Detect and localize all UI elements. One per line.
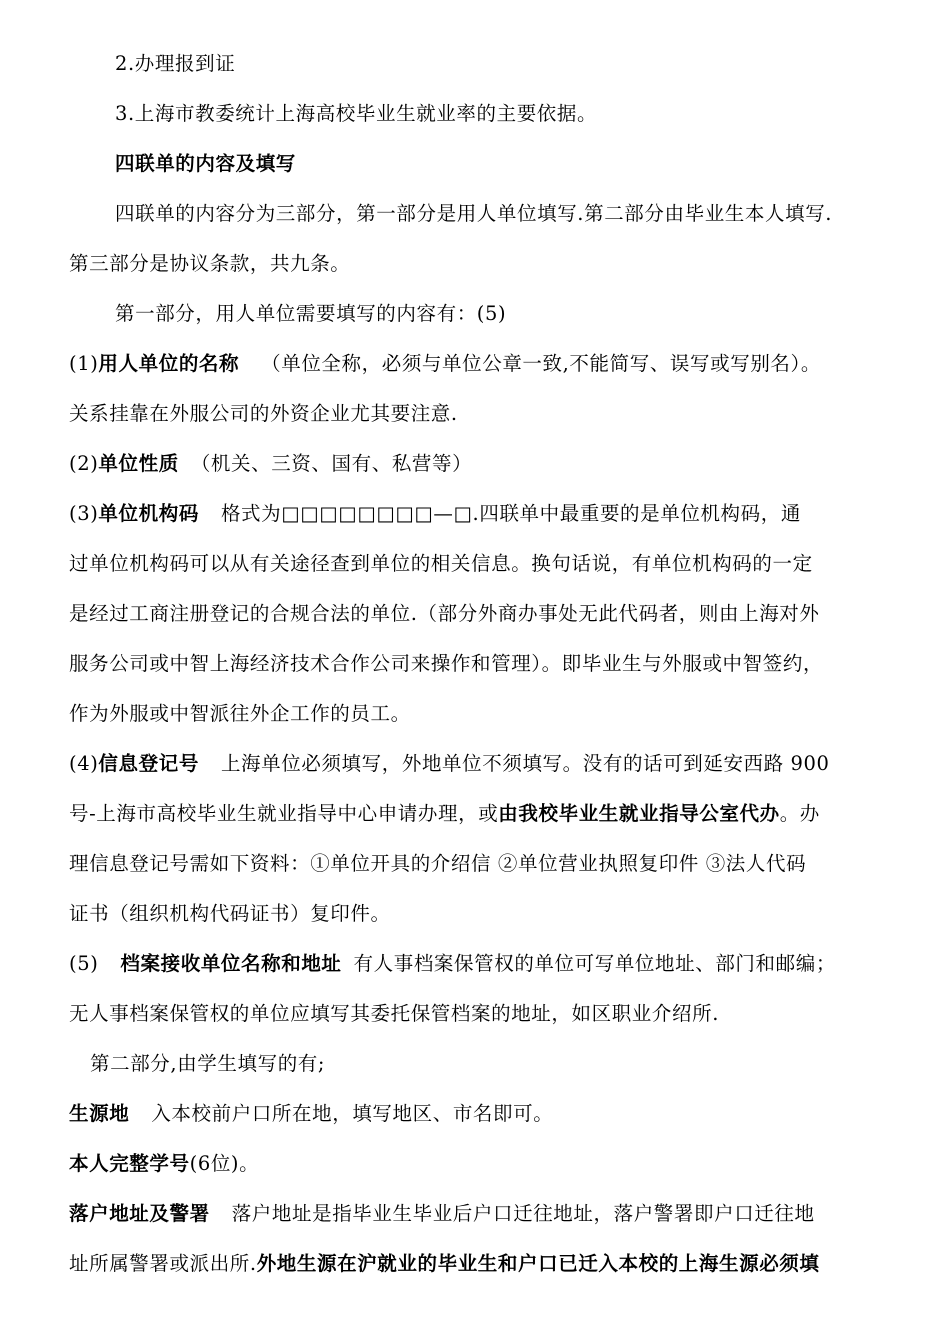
item-line: (2)单位性质 （机关、三资、国有、私营等） — [69, 452, 473, 475]
item-line: 本人完整学号(6位)。 — [69, 1152, 260, 1175]
text-line: 2.办理报到证 — [115, 52, 236, 75]
item-line: (4)信息登记号 上海单位必须填写，外地单位不须填写。没有的话可到延安西路 900 — [69, 752, 830, 775]
paragraph-line: 第三部分是协议条款，共九条。 — [69, 252, 351, 275]
paragraph-line: 第一部分，用人单位需要填写的内容有：(5) — [115, 302, 507, 325]
item-term: 落户地址及警署 — [69, 1202, 210, 1225]
paragraph-line: 四联单的内容分为三部分，第一部分是用人单位填写.第二部分由毕业生本人填写. — [115, 202, 833, 225]
item-line: 生源地 入本校前户口所在地，填写地区、市名即可。 — [69, 1102, 554, 1125]
item-line: (1)用人单位的名称 （单位全称，必须与单位公章一致,不能简写、误写或写别名）。 — [69, 352, 821, 375]
paragraph-line: 过单位机构码可以从有关途径查到单位的相关信息。换句话说，有单位机构码的一定 — [69, 552, 813, 575]
item-term: 单位机构码 — [98, 502, 199, 525]
paragraph-line: 号-上海市高校毕业生就业指导中心申请办理，或由我校毕业生就业指导公室代办。办 — [69, 802, 820, 825]
text-line: 3.上海市教委统计上海高校毕业生就业率的主要依据。 — [115, 102, 598, 125]
item-term: 信息登记号 — [98, 752, 199, 775]
item-term: 生源地 — [69, 1102, 130, 1125]
item-term: 单位性质 — [98, 452, 179, 475]
item-term: 用人单位的名称 — [98, 352, 240, 375]
paragraph-line: 址所属警署或派出所.外地生源在沪就业的毕业生和户口已迁入本校的上海生源必须填 — [69, 1252, 820, 1275]
item-line: 落户地址及警署 落户地址是指毕业生毕业后户口迁往地址，落户警署即户口迁往地 — [69, 1202, 815, 1225]
paragraph-line: 证书（组织机构代码证书）复印件。 — [69, 902, 391, 925]
paragraph-line: 关系挂靠在外服公司的外资企业尤其要注意. — [69, 402, 458, 425]
paragraph-line: 服务公司或中智上海经济技术合作公司来操作和管理）。即毕业生与外服或中智签约， — [69, 652, 824, 675]
paragraph-line: 理信息登记号需如下资料：①单位开具的介绍信 ②单位营业执照复印件 ③法人代码 — [69, 852, 807, 875]
paragraph-line: 作为外服或中智派往外企工作的员工。 — [69, 702, 411, 725]
item-line: (3)单位机构码 格式为□□□□□□□□—□.四联单中最重要的是单位机构码，通 — [69, 502, 801, 525]
item-line: (5) 档案接收单位名称和地址 有人事档案保管权的单位可写单位地址、部门和邮编； — [69, 952, 836, 975]
paragraph-line: 无人事档案保管权的单位应填写其委托保管档案的地址，如区职业介绍所. — [69, 1002, 719, 1025]
paragraph-line: 是经过工商注册登记的合规合法的单位.（部分外商办事处无此代码者，则由上海对外 — [69, 602, 820, 625]
item-term: 档案接收单位名称和地址 — [120, 952, 342, 975]
item-term: 本人完整学号 — [69, 1152, 190, 1175]
paragraph-line: 第二部分,由学生填写的有; — [90, 1052, 326, 1075]
section-heading: 四联单的内容及填写 — [115, 152, 296, 175]
